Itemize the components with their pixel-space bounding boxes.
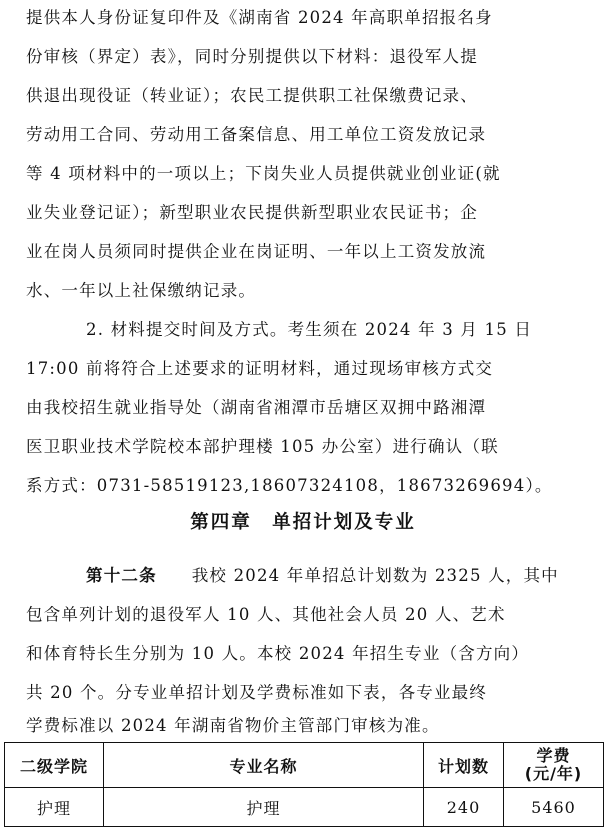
header-fee-top: 学费	[536, 746, 571, 765]
paragraph-line: 提供本人身份证复印件及《湖南省 2024 年高职单招报名身	[26, 8, 493, 27]
paragraph-line: 供退出现役证（转业证）；农民工提供职工社保缴费记录、	[26, 86, 478, 105]
article-line: 和体育特长生分别为 10 人。本校 2024 年招生专业（含方向）	[26, 644, 530, 663]
header-fee	[504, 743, 604, 788]
table-row	[5, 788, 604, 827]
paragraph-line: 由我校招生就业指导处（湖南省湘潭市岳塘区双拥中路湘潭	[26, 398, 487, 417]
article-line: 学费标准以 2024 年湖南省物价主管部门审核为准。	[26, 716, 440, 735]
cell-plan: 240	[424, 788, 504, 827]
header-major: 专业名称	[104, 743, 424, 788]
header-college: 二级学院	[5, 743, 104, 788]
article-label: 第十二条	[86, 566, 157, 585]
paragraph-line: 水、一年以上社保缴纳记录。	[26, 281, 257, 300]
table-header-row	[5, 743, 604, 788]
paragraph-line: 业失业登记证）；新型职业农民提供新型职业农民证书；企	[26, 203, 478, 222]
paragraph-line: 医卫职业技术学院校本部护理楼 105 办公室）进行确认（联	[26, 437, 499, 456]
cell-major: 护理	[104, 788, 424, 827]
chapter-title: 第四章 单招计划及专业	[190, 512, 416, 533]
enrollment-plan-table	[4, 742, 604, 827]
cell-fee: 5460	[504, 788, 604, 827]
paragraph-line: 2. 材料提交时间及方式。考生须在 2024 年 3 月 15 日	[86, 320, 533, 339]
header-fee-bottom: (元/年)	[524, 764, 583, 783]
paragraph-line: 17:00 前将符合上述要求的证明材料，通过现场审核方式交	[26, 359, 494, 378]
paragraph-line: 劳动用工合同、劳动用工备案信息、用工单位工资发放记录	[26, 125, 487, 144]
paragraph-line: 业在岗人员须同时提供企业在岗证明、一年以上工资发放流	[26, 242, 487, 261]
article-line: 包含单列计划的退役军人 10 人、其他社会人员 20 人、艺术	[26, 605, 506, 624]
header-plan: 计划数	[424, 743, 504, 788]
article-text: 我校 2024 年单招总计划数为 2325 人，其中	[191, 566, 559, 585]
paragraph-line: 份审核（界定）表》，同时分别提供以下材料：退役军人提	[26, 47, 478, 66]
paragraph-line: 等 4 项材料中的一项以上；下岗失业人员提供就业创业证(就	[26, 164, 501, 183]
article-first-line	[86, 566, 559, 586]
article-line: 共 20 个。分专业单招计划及学费标准如下表，各专业最终	[26, 683, 488, 702]
paragraph-line: 系方式：0731-58519123,18607324108，18673269694）。	[26, 476, 553, 495]
cell-college: 护理	[5, 788, 104, 827]
